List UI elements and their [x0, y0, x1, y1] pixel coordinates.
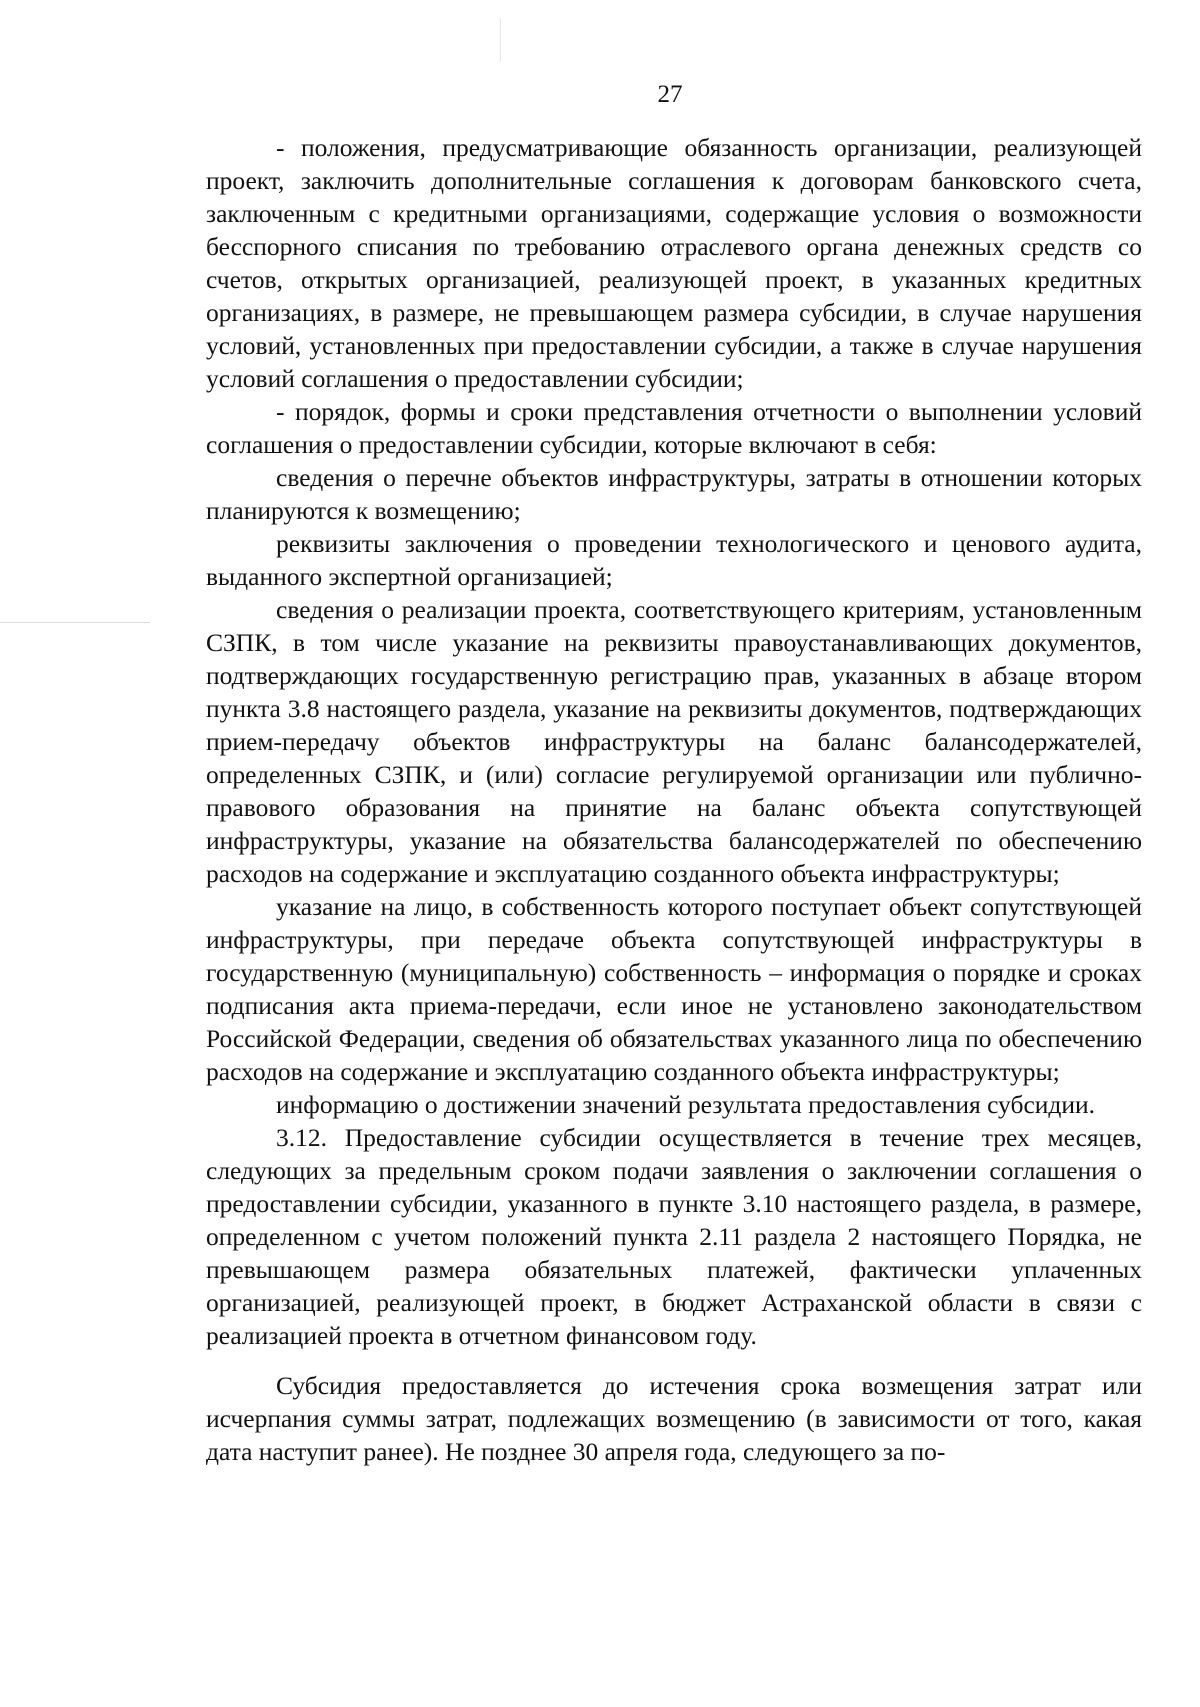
page-number: 27: [657, 81, 683, 108]
paragraph-subsidy-term: Субсидия предоставляется до истечения срока возмещения затрат или исчерпания суммы затрат, подлежащих возмещению (в зависимости от того, какая дата наступит ранее). Не позднее 30 апреля года, следующего за по-: [206, 1371, 1142, 1466]
paragraph-reporting-order: - порядок, формы и сроки представления отчетности о выполнении условий соглашения о предоставлении субсидии, которые включают в себя:: [206, 397, 1142, 459]
paragraph-section-3-12: 3.12. Предоставление субсидии осуществляется в течение трех месяцев, следующих за предельным сроком подачи заявления о заключении соглашения о предоставлении субсидии, указанного в пункте 3.10 настоящего раздела, в размере, определенном с учетом положений пункта 2.11 раздела 2 настоящего Порядка, не превышающем размера обязательных платежей, фактически уплаченных организацией, реализующей проект, в бюджет Астраханской области в связи с реализацией проекта в отчетном финансовом году.: [206, 1123, 1142, 1350]
scan-artifact-left: [0, 622, 150, 623]
paragraph-audit-details: реквизиты заключения о проведении технологического и ценового аудита, выданного экспертной организацией;: [206, 529, 1142, 591]
document-body: [206, 131, 1142, 1468]
paragraph-ownership: указание на лицо, в собственность которого поступает объект сопутствующей инфраструктуры, при передаче объекта сопутствующей инфраструктуры в государственную (муниципальную) собственность – информация о порядке и сроках подписания акта приема-передачи, если иное не установлено законодательством Российской Федерации, сведения об обязательствах указанного лица по обеспечению расходов на содержание и эксплуатацию созданного объекта инфраструктуры;: [206, 892, 1142, 1086]
paragraph-infrastructure-list: сведения о перечне объектов инфраструктуры, затраты в отношении которых планируются к возмещению;: [206, 463, 1142, 525]
paragraph-project-implementation: сведения о реализации проекта, соответствующего критериям, установленным СЗПК, в том числе указание на реквизиты правоустанавливающих документов, подтверждающих государственную регистрацию прав, указанных в абзаце втором пункта 3.8 настоящего раздела, указание на реквизиты документов, подтверждающих прием-передачу объектов инфраструктуры на баланс балансодержателей, определенных СЗПК, и (или) согласие регулируемой организации или публично-правового образования на принятие на баланс объекта сопутствующей инфраструктуры, указание на обязательства балансодержателей по обеспечению расходов на содержание и эксплуатацию созданного объекта инфраструктуры;: [206, 595, 1142, 888]
paragraph-result-values: информацию о достижении значений результата предоставления субсидии.: [276, 1090, 1096, 1119]
scan-artifact-top: [500, 18, 501, 62]
paragraph-bank-accounts: - положения, предусматривающие обязанность организации, реализующей проект, заключить дополнительные соглашения к договорам банковского счета, заключенным с кредитными организациями, содержащие условия о возможности бесспорного списания по требованию отраслевого органа денежных средств со счетов, открытых организацией, реализующей проект, в указанных кредитных организациях, в размере, не превышающем размера субсидии, в случае нарушения условий, установленных при предоставлении субсидии, а также в случае нарушения условий соглашения о предоставлении субсидии;: [206, 133, 1142, 393]
